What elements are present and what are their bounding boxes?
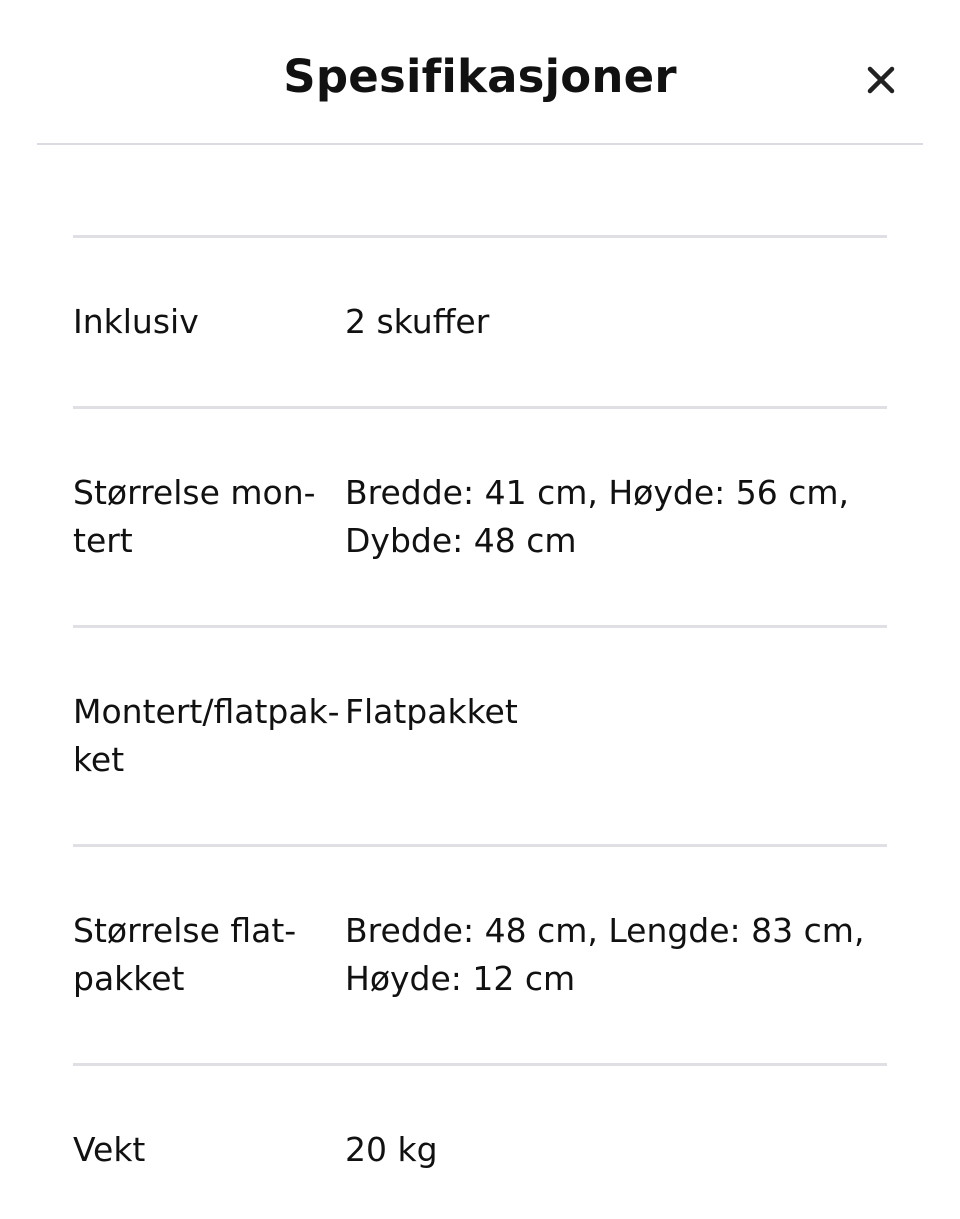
spec-label-line: Inklusiv <box>73 302 199 341</box>
spec-value-line: 2 skuffer <box>345 302 490 341</box>
spec-label-line: Vekt <box>73 1130 146 1169</box>
spec-row-inklusiv <box>73 235 887 406</box>
spec-value-line: Høyde: 12 cm <box>345 959 576 998</box>
spec-value-line: Bredde: 48 cm, Lengde: 83 cm, <box>345 911 865 950</box>
spec-label-line: Størrelse flat- <box>73 911 297 950</box>
spec-value <box>345 469 887 565</box>
spec-label <box>73 688 345 784</box>
spec-value-line: Dybde: 48 cm <box>345 521 577 560</box>
spec-row-vekt <box>73 1063 887 1198</box>
spec-label-line: Montert/flatpak- <box>73 692 340 731</box>
specifications-list <box>73 235 887 1198</box>
dialog-header <box>37 0 923 145</box>
spec-value-line: 20 kg <box>345 1130 438 1169</box>
spec-row-storrelse-flatpakket <box>73 844 887 1063</box>
dialog-title: Spesifikasjoner <box>283 50 677 103</box>
spec-label-line: tert <box>73 521 133 560</box>
spec-label <box>73 1126 345 1174</box>
close-button[interactable] <box>853 52 909 108</box>
spec-value <box>345 907 887 1003</box>
close-icon <box>866 65 896 95</box>
spec-value <box>345 298 887 346</box>
spec-row-montert-flatpakket <box>73 625 887 844</box>
spec-row-storrelse-montert <box>73 406 887 625</box>
spec-label-line: pakket <box>73 959 185 998</box>
spec-value-line: Flatpakket <box>345 692 518 731</box>
spec-value <box>345 1126 887 1174</box>
spec-label <box>73 298 345 346</box>
spec-label-line: ket <box>73 740 125 779</box>
spec-label <box>73 907 345 1003</box>
spec-label <box>73 469 345 565</box>
spec-label-line: Størrelse mon- <box>73 473 316 512</box>
spec-value <box>345 688 887 784</box>
spec-value-line: Bredde: 41 cm, Høyde: 56 cm, <box>345 473 849 512</box>
